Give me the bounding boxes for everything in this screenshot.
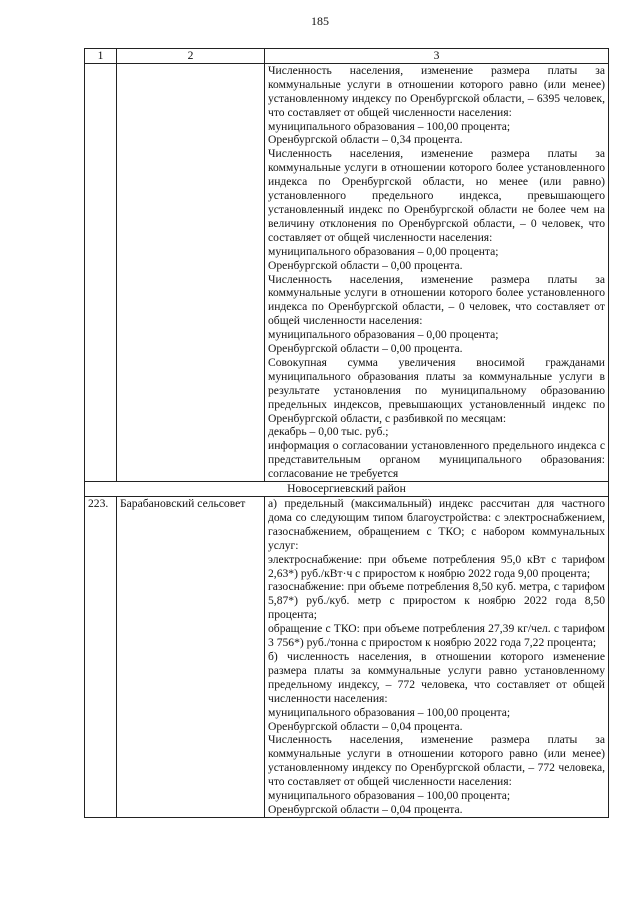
paragraph: электроснабжение: при объеме потребления 95,0 кВт с тарифом 2,63*) руб./кВт·ч с приростом к ноябрю 2022 года 9,00 процента; — [268, 552, 605, 580]
paragraph: Оренбургской области – 0,00 процента. — [268, 258, 463, 272]
paragraph: муниципального образования – 0,00 процента; — [268, 244, 499, 258]
paragraph: муниципального образования – 0,00 процента; — [268, 328, 499, 342]
paragraph: обращение с ТКО: при объеме потребления 27,39 кг/чел. с тарифом 3 756*) руб./тонна с приростом к ноябрю 2022 года 7,22 процента; — [268, 622, 605, 650]
paragraph: муниципального образования – 100,00 процента; — [268, 119, 511, 133]
row-number-cell — [85, 63, 117, 481]
paragraph: Совокупная сумма увеличения вносимой гражданами муниципального образования платы за коммунальные услуги в результате установления по муниципальному образованию предельных индексов, превышающих установленный индекс по Оренбургской области, с разбивкой по месяцам: — [268, 355, 605, 425]
section-title: Новосергиевский район — [85, 482, 609, 497]
paragraph: Оренбургской области – 0,00 процента. — [268, 342, 463, 356]
paragraph: Численность населения, изменение размера платы за коммунальные услуги в отношении которого более установленного индекса по Оренбургской области, но менее (или равно) установленного предельного индекса, превышающего установленный индекс по Оренбургской области не более чем на величину отклонения по Оренбургской области, – 0 человек, что составляет от общей численности населения: — [268, 147, 605, 244]
paragraph: муниципального образования – 100,00 процента; — [268, 705, 511, 719]
column-header-3: 3 — [265, 49, 609, 64]
paragraph: информация о согласовании установленного предельного индекса с представительным органом муниципального образования: согласование не требуется — [268, 439, 605, 481]
paragraph: Численность населения, изменение размера платы за коммунальные услуги в отношении которого более установленного индекса по Оренбургской области, – 0 человек, что составляет от общей численности населения: — [268, 272, 605, 328]
paragraph: Оренбургской области – 0,04 процента. — [268, 719, 463, 733]
paragraph: декабрь – 0,00 тыс. руб.; — [268, 425, 389, 439]
table-row — [85, 63, 609, 481]
table-row — [85, 497, 609, 818]
row-name-cell: Барабановский сельсовет — [117, 497, 265, 818]
paragraph: муниципального образования – 100,00 процента; — [268, 789, 511, 803]
document-table — [84, 48, 609, 818]
paragraph: б) численность населения, в отношении которого изменение размера платы за коммунальные услуги равно установленному предельному индексу, – 772 человека, что составляет от общей численности населения: — [268, 649, 605, 705]
column-header-1: 1 — [85, 49, 117, 64]
table-header-row — [85, 49, 609, 64]
row-name-cell — [117, 63, 265, 481]
row-content-cell — [265, 497, 609, 818]
row-content-cell — [265, 63, 609, 481]
paragraph: газоснабжение: при объеме потребления 8,50 куб. метра, с тарифом 5,87*) руб./куб. метр с приростом к ноябрю 2022 года 8,50 процента; — [268, 580, 605, 622]
paragraph: Оренбургской области – 0,34 процента. — [268, 133, 463, 147]
paragraph: Оренбургской области – 0,04 процента. — [268, 802, 463, 816]
paragraph: Численность населения, изменение размера платы за коммунальные услуги в отношении которого равно (или менее) установленному индексу по Оренбургской области, – 772 человека, что составляет от общей численности населения: — [268, 733, 605, 789]
row-number-cell: 223. — [85, 497, 117, 818]
page-number: 185 — [311, 14, 329, 28]
column-header-2: 2 — [117, 49, 265, 64]
paragraph: а) предельный (максимальный) индекс рассчитан для частного дома со следующим типом благоустройства: с электроснабжением, газоснабжением, обращением с ТКО; с набором коммунальных услуг: — [268, 497, 605, 552]
paragraph: Численность населения, изменение размера платы за коммунальные услуги в отношении которого равно (или менее) установленному индексу по Оренбургской области, – 6395 человек, что составляет от общей численности населения: — [268, 63, 605, 119]
section-row — [85, 482, 609, 497]
